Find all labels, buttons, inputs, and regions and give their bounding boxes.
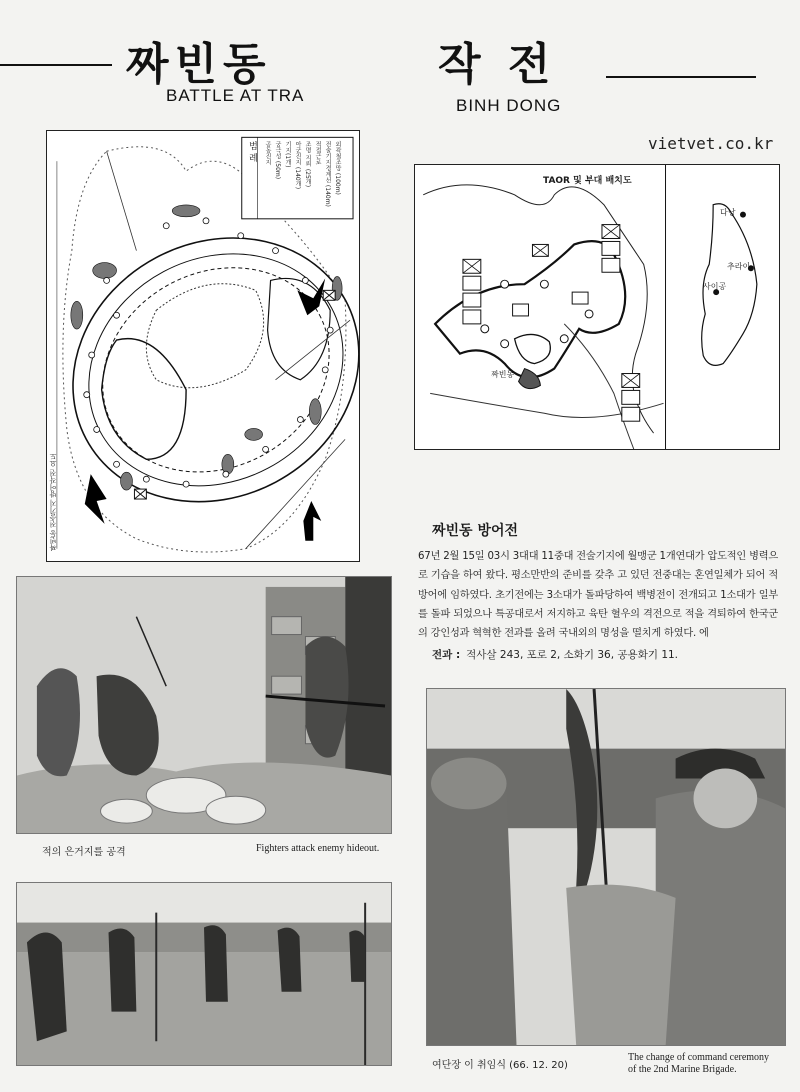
photo-attack-hideout-image xyxy=(17,577,391,833)
taor-place-label: 짜빈동 xyxy=(491,370,515,379)
caption-hideout-en: Fighters attack enemy hideout. xyxy=(256,843,380,854)
photo-command-ceremony-image xyxy=(427,689,785,1045)
title-rule-right xyxy=(606,76,756,78)
legend-item: 기지(1개) xyxy=(284,141,291,168)
battle-map-side-label: 짜빈동 전술기지 방어작전 요도 xyxy=(49,453,57,551)
caption-hideout-ko: 적의 은거지를 공격 xyxy=(42,847,126,858)
legend-item: 적접근로 xyxy=(314,141,321,165)
legend-item: 조명 지뢰 (25개) xyxy=(304,141,311,188)
article-result xyxy=(432,647,778,662)
inset-label-saigon: 사이공 xyxy=(703,282,727,291)
legend-list xyxy=(262,141,342,215)
article-title: 짜빈동 방어전 xyxy=(432,523,519,539)
battle-map-figure xyxy=(46,130,360,562)
photo-field-advance-image xyxy=(17,883,391,1065)
photo-attack-hideout xyxy=(16,576,392,834)
caption-ceremony-ko: 여단장 이 취임식 (66. 12. 20) xyxy=(432,1060,568,1071)
legend-title: 범 례 xyxy=(247,141,257,162)
caption-ceremony-en-line1: The change of command ceremony xyxy=(628,1052,770,1063)
watermark-link[interactable]: vietvet.co.kr xyxy=(648,134,774,153)
page-title-part1: 짜빈동 xyxy=(126,39,272,90)
inset-label-chulai: 추라이 xyxy=(727,262,751,271)
legend-item: 외곽철조망 (100m) xyxy=(334,141,341,195)
inset-label-danang: 다낭 xyxy=(720,208,736,217)
taor-map-title: TAOR 및 부대 배치도 xyxy=(543,173,632,186)
legend-item: 전술기지경계선 (140m) xyxy=(324,141,331,207)
result-text: 적사살 243, 포로 2, 소화기 36, 공용화기 11. xyxy=(466,649,679,662)
caption-ceremony-en-line2: of the 2nd Marine Brigade. xyxy=(628,1064,737,1075)
legend-item: 아군진지 (140개) xyxy=(294,141,301,190)
page-subtitle-part1: BATTLE AT TRA xyxy=(166,86,305,105)
article-body: 67년 2월 15일 03시 3대대 11중대 전술기지에 월맹군 1개연대가 압도적인 병력으로 기습을 하여 왔다. 평소만반의 준비를 갖추 고 있던 전중대는 혼연일체가 되어 적방어에 임하였다. 초기전에는 3소대가 돌파당하여 백병전이 전개되고 1소대가 일부를 돌파 되었으나 특공대로서 저지하고 육탄 혈우의 격전으로 적을 격퇴하여 한국군의 강인성과 혁혁한 전과를 올려 국내외의 명성을 떨치게 하였다. 에 xyxy=(418,551,778,640)
photo-field-advance xyxy=(16,882,392,1066)
page-subtitle-part2: BINH DONG xyxy=(456,96,562,115)
article xyxy=(418,520,778,662)
result-label: 전과 : xyxy=(432,649,461,662)
photo-command-ceremony xyxy=(426,688,786,1046)
taor-map-figure xyxy=(414,164,780,450)
page-title-part2: 작 전 xyxy=(438,39,557,90)
title-rule-left xyxy=(0,64,112,66)
caption-ceremony-en xyxy=(628,1052,798,1076)
legend-item: 궁극성 (50m) xyxy=(274,141,281,180)
legend-item: 공동진지 xyxy=(264,141,271,165)
